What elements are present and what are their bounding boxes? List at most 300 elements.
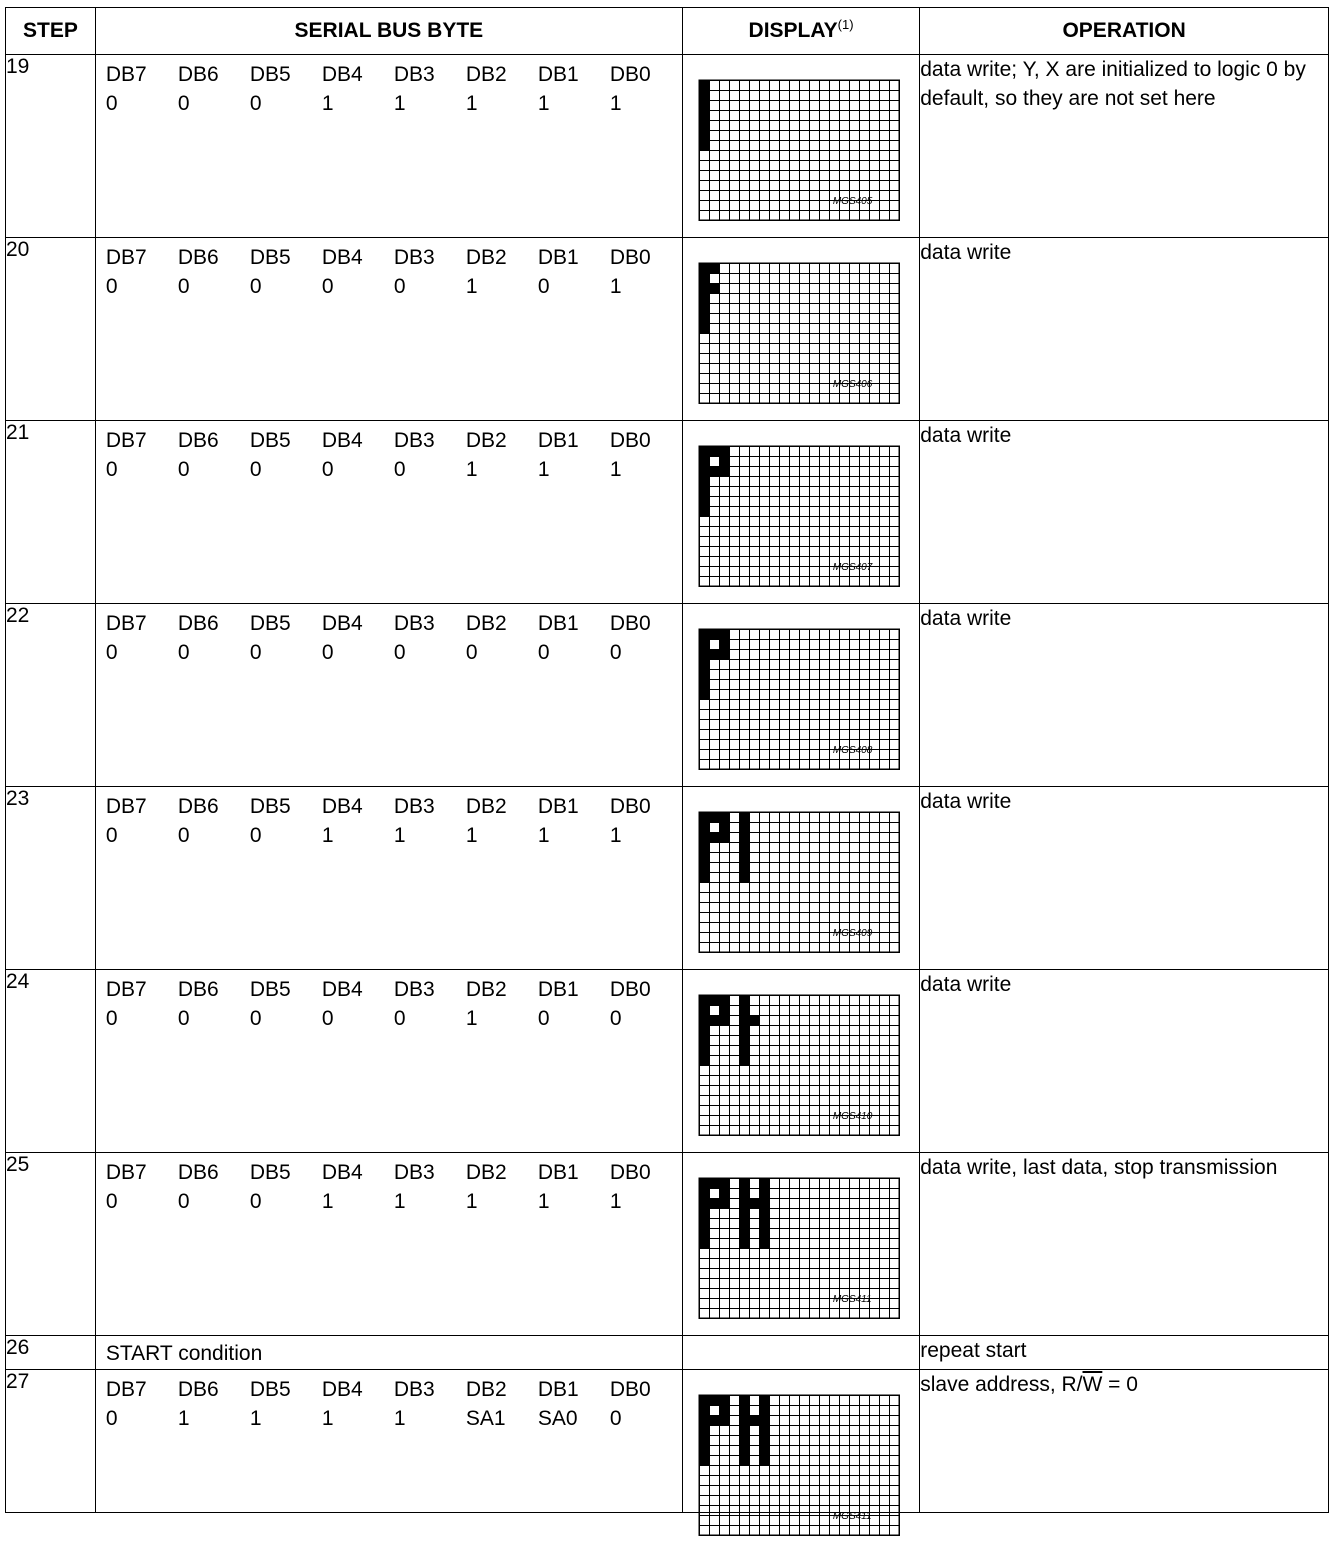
table-row (6, 1370, 1329, 1513)
bit-name: DB7 (105, 429, 147, 452)
bit-name: DB5 (249, 63, 291, 86)
bit-value: 0 (393, 458, 406, 481)
bit-value: SA0 (537, 1407, 578, 1430)
lit-pixel (699, 1178, 709, 1188)
bit-name: DB6 (177, 978, 219, 1001)
bit-name: DB1 (537, 978, 579, 1001)
bit-value: 0 (321, 275, 334, 298)
bit-value: 0 (105, 824, 118, 847)
lit-pixel (739, 1178, 749, 1188)
lit-pixel (739, 1435, 749, 1445)
lit-pixel (739, 862, 749, 872)
bit-name: DB0 (609, 1161, 651, 1184)
lit-pixel (699, 852, 709, 862)
table-row (6, 238, 1329, 421)
display-cell (682, 238, 919, 421)
serial-bus-table (5, 7, 1329, 1522)
lit-pixel (739, 812, 749, 822)
figure-code: MGS405 (832, 196, 873, 207)
lit-pixel (709, 1198, 719, 1208)
lit-pixel (739, 1208, 749, 1218)
bit-name: DB2 (465, 246, 507, 269)
lit-pixel (739, 1425, 749, 1435)
bit-value: 0 (105, 641, 118, 664)
lit-pixel (699, 313, 709, 323)
lit-pixel (739, 852, 749, 862)
bit-name: DB2 (465, 429, 507, 452)
bit-value: 1 (609, 1190, 622, 1213)
display-cell (682, 1336, 919, 1370)
bit-value: 1 (609, 824, 622, 847)
lit-pixel (699, 80, 709, 90)
lit-pixel (739, 1198, 749, 1208)
bit-value: 0 (321, 641, 334, 664)
table-body (6, 55, 1329, 1522)
lit-pixel (719, 1405, 729, 1415)
lit-pixel (699, 1435, 709, 1445)
lit-pixel (719, 1188, 729, 1198)
bit-name: DB5 (249, 612, 291, 635)
lit-pixel (699, 1395, 709, 1405)
bit-value: 1 (537, 824, 550, 847)
bit-name: DB7 (105, 612, 147, 635)
bit-value: 1 (465, 458, 478, 481)
lit-pixel (719, 1005, 729, 1015)
header-display (682, 8, 919, 55)
bit-name: DB6 (177, 795, 219, 818)
operation-description: data write (920, 604, 1329, 787)
bit-grid (96, 238, 682, 301)
lit-pixel (699, 303, 709, 313)
bit-grid (96, 1370, 682, 1433)
lit-pixel (699, 1445, 709, 1455)
lit-pixel (759, 1228, 769, 1238)
lit-pixel (699, 90, 709, 100)
lit-pixel (699, 1015, 709, 1025)
bit-value: 1 (537, 458, 550, 481)
bit-grid (96, 787, 682, 850)
bit-grid (96, 604, 682, 667)
lit-pixel (699, 110, 709, 120)
lit-pixel (699, 323, 709, 333)
lit-pixel (699, 140, 709, 150)
bit-name: DB4 (321, 63, 363, 86)
lit-pixel (699, 283, 709, 293)
lit-pixel (699, 1238, 709, 1248)
display-cell (682, 970, 919, 1153)
bit-name: DB3 (393, 1161, 435, 1184)
bit-value: 0 (609, 1407, 622, 1430)
lit-pixel (759, 1455, 769, 1465)
bit-value: 0 (177, 275, 190, 298)
figure-code: MGS411 (832, 1294, 872, 1305)
lit-pixel (739, 1455, 749, 1465)
operation-description: data write, last data, stop transmission (920, 1153, 1329, 1336)
lit-pixel (699, 679, 709, 689)
bit-name: DB2 (465, 612, 507, 635)
bit-name: DB1 (537, 1161, 579, 1184)
serial-bus-byte (95, 1153, 682, 1336)
bit-name: DB6 (177, 1378, 219, 1401)
lit-pixel (699, 506, 709, 516)
display-cell (682, 787, 919, 970)
lit-pixel (759, 1445, 769, 1455)
bit-name: DB7 (105, 795, 147, 818)
lit-pixel (699, 822, 709, 832)
bit-name: DB0 (609, 795, 651, 818)
lit-pixel (759, 1395, 769, 1405)
step-number: 25 (6, 1153, 96, 1336)
lit-pixel (699, 1218, 709, 1228)
serial-bus-byte (95, 787, 682, 970)
bit-value: 1 (609, 92, 622, 115)
bit-name: DB4 (321, 429, 363, 452)
bit-value: 0 (105, 275, 118, 298)
lit-pixel (699, 862, 709, 872)
bit-value: 0 (393, 275, 406, 298)
lit-pixel (699, 1055, 709, 1065)
lit-pixel (699, 669, 709, 679)
bit-name: DB0 (609, 63, 651, 86)
bit-value: 0 (249, 1007, 262, 1030)
bit-name: DB6 (177, 429, 219, 452)
lit-pixel (699, 466, 709, 476)
bit-value: 0 (249, 641, 262, 664)
operation-description: data write; Y, X are initialized to logic 0 by default, so they are not set here (920, 55, 1329, 238)
bit-name: DB6 (177, 612, 219, 635)
bit-value: 0 (465, 641, 478, 664)
bit-grid (96, 55, 682, 118)
lit-pixel (719, 822, 729, 832)
display-cell (682, 55, 919, 238)
lit-pixel (699, 263, 709, 273)
bit-name: DB4 (321, 1161, 363, 1184)
bit-name: DB1 (537, 63, 579, 86)
lit-pixel (699, 496, 709, 506)
operation-text-part: = 0 (1102, 1373, 1138, 1396)
lit-pixel (759, 1188, 769, 1198)
serial-bus-byte (95, 1370, 682, 1513)
lit-pixel (699, 273, 709, 283)
figure-code: MGS406 (832, 379, 873, 390)
bit-name: DB4 (321, 612, 363, 635)
lit-pixel (719, 812, 729, 822)
bit-value: 0 (177, 1007, 190, 1030)
bit-name: DB6 (177, 1161, 219, 1184)
lit-pixel (699, 446, 709, 456)
bit-value: 0 (321, 1007, 334, 1030)
operation-description: data write (920, 238, 1329, 421)
display-cell (682, 604, 919, 787)
figure-code: MGS411 (832, 1511, 872, 1522)
bit-value: 1 (465, 275, 478, 298)
bit-value: 0 (105, 1007, 118, 1030)
bit-name: DB0 (609, 978, 651, 1001)
lit-pixel (709, 1395, 719, 1405)
bit-value: 1 (321, 92, 334, 115)
lit-pixel (709, 283, 719, 293)
lit-pixel (699, 476, 709, 486)
bit-value: 1 (537, 1190, 550, 1213)
bit-value: 0 (393, 641, 406, 664)
step-number: 22 (6, 604, 96, 787)
serial-bus-byte (95, 604, 682, 787)
step-number: 24 (6, 970, 96, 1153)
operation-text-part: slave address, R/ (920, 1373, 1083, 1396)
bit-grid (96, 1153, 682, 1216)
lit-pixel (709, 629, 719, 639)
operation-description: data write (920, 421, 1329, 604)
bit-name: DB2 (465, 1378, 507, 1401)
bit-name: DB0 (609, 612, 651, 635)
lit-pixel (709, 812, 719, 822)
bit-value: 1 (249, 1407, 262, 1430)
table-row (6, 55, 1329, 238)
display-cell (682, 1153, 919, 1336)
bit-name: DB0 (609, 429, 651, 452)
bit-name: DB2 (465, 1161, 507, 1184)
bit-grid (96, 421, 682, 484)
lit-pixel (699, 1045, 709, 1055)
lit-pixel (759, 1198, 769, 1208)
bit-value: SA1 (465, 1407, 506, 1430)
lit-pixel (739, 1405, 749, 1415)
bit-name: DB4 (321, 246, 363, 269)
bit-value: 0 (105, 1190, 118, 1213)
bit-name: DB7 (105, 978, 147, 1001)
header-step: STEP (6, 8, 96, 55)
figure-code: MGS408 (832, 745, 873, 756)
lit-pixel (739, 1025, 749, 1035)
lit-pixel (699, 1228, 709, 1238)
bit-name: DB5 (249, 1378, 291, 1401)
lit-pixel (699, 995, 709, 1005)
lit-pixel (719, 995, 729, 1005)
lit-pixel (709, 1015, 719, 1025)
lit-pixel (719, 456, 729, 466)
bit-name: DB3 (393, 246, 435, 269)
bit-value: 1 (393, 824, 406, 847)
table-row (6, 970, 1329, 1153)
lit-pixel (699, 1025, 709, 1035)
lit-pixel (719, 1015, 729, 1025)
lit-pixel (739, 1238, 749, 1248)
lit-pixel (699, 842, 709, 852)
operation-description: data write (920, 970, 1329, 1153)
bit-name: DB4 (321, 978, 363, 1001)
lit-pixel (709, 1415, 719, 1425)
bit-value: 0 (249, 1190, 262, 1213)
bit-value: 0 (537, 275, 550, 298)
bit-name: DB5 (249, 246, 291, 269)
lit-pixel (699, 639, 709, 649)
header-display-label: DISPLAY (748, 19, 838, 42)
lit-pixel (739, 1395, 749, 1405)
lit-pixel (699, 1425, 709, 1435)
step-number: 26 (6, 1336, 96, 1370)
bit-name: DB2 (465, 978, 507, 1001)
bit-value: 1 (177, 1407, 190, 1430)
lit-pixel (719, 1415, 729, 1425)
lit-pixel (739, 1415, 749, 1425)
bit-value: 1 (321, 1407, 334, 1430)
overlined-text: $\overline{W}$ (1082, 1373, 1103, 1396)
bit-name: DB5 (249, 978, 291, 1001)
lit-pixel (749, 1198, 759, 1208)
serial-bus-byte (95, 238, 682, 421)
bit-name: DB3 (393, 795, 435, 818)
lit-pixel (719, 1178, 729, 1188)
bit-name: DB1 (537, 429, 579, 452)
bit-value: 0 (609, 641, 622, 664)
bit-name: DB6 (177, 63, 219, 86)
table-row (6, 421, 1329, 604)
bit-value: 0 (537, 641, 550, 664)
lit-pixel (719, 629, 729, 639)
step-number: 20 (6, 238, 96, 421)
lit-pixel (759, 1238, 769, 1248)
bit-name: DB0 (609, 1378, 651, 1401)
lit-pixel (719, 649, 729, 659)
lit-pixel (699, 659, 709, 669)
lit-pixel (739, 1035, 749, 1045)
lit-pixel (699, 456, 709, 466)
lit-pixel (759, 1435, 769, 1445)
lit-pixel (699, 293, 709, 303)
lit-pixel (759, 1208, 769, 1218)
bit-value: 1 (393, 1407, 406, 1430)
lit-pixel (709, 649, 719, 659)
step-number: 27 (6, 1370, 96, 1513)
bit-name: DB3 (393, 63, 435, 86)
bit-value: 0 (321, 458, 334, 481)
figure-code: MGS409 (832, 928, 873, 939)
lit-pixel (699, 832, 709, 842)
bit-name: DB2 (465, 63, 507, 86)
lit-pixel (699, 1198, 709, 1208)
lit-pixel (719, 446, 729, 456)
bit-name: DB3 (393, 978, 435, 1001)
operation-description: repeat start (920, 1336, 1329, 1370)
lit-pixel (739, 872, 749, 882)
lit-pixel (749, 1015, 759, 1025)
display-cell (682, 421, 919, 604)
lit-pixel (719, 832, 729, 842)
bit-name: DB1 (537, 1378, 579, 1401)
lit-pixel (759, 1218, 769, 1228)
lit-pixel (699, 486, 709, 496)
lit-pixel (709, 466, 719, 476)
bit-value: 1 (465, 824, 478, 847)
bit-value: 0 (177, 641, 190, 664)
lit-pixel (739, 1218, 749, 1228)
serial-bus-byte (95, 1336, 682, 1370)
lit-pixel (739, 1055, 749, 1065)
lit-pixel (699, 1188, 709, 1198)
bit-value: 0 (177, 458, 190, 481)
lit-pixel (749, 1415, 759, 1425)
bit-value: 0 (249, 458, 262, 481)
lit-pixel (699, 1005, 709, 1015)
operation-description (920, 1370, 1329, 1513)
bit-name: DB7 (105, 246, 147, 269)
step-number: 23 (6, 787, 96, 970)
lit-pixel (719, 466, 729, 476)
lit-pixel (739, 1015, 749, 1025)
bit-value: 1 (465, 1007, 478, 1030)
lit-pixel (699, 812, 709, 822)
bit-value: 0 (249, 92, 262, 115)
header-serial-bus-byte: SERIAL BUS BYTE (95, 8, 682, 55)
step-number: 19 (6, 55, 96, 238)
lit-pixel (699, 1208, 709, 1218)
bit-name: DB3 (393, 429, 435, 452)
bit-grid (96, 970, 682, 1033)
table-row (6, 604, 1329, 787)
serial-bus-byte (95, 55, 682, 238)
serial-bus-byte (95, 421, 682, 604)
lit-pixel (709, 446, 719, 456)
lit-pixel (759, 1178, 769, 1188)
lit-pixel (739, 842, 749, 852)
lit-pixel (739, 1005, 749, 1015)
table-header-row (6, 8, 1329, 55)
plain-condition: START condition (105, 1342, 263, 1365)
lit-pixel (739, 1045, 749, 1055)
bit-value: 1 (393, 92, 406, 115)
bit-value: 0 (105, 92, 118, 115)
bit-name: DB1 (537, 612, 579, 635)
bit-value: 1 (321, 824, 334, 847)
lit-pixel (739, 822, 749, 832)
display-cell (682, 1370, 919, 1522)
lit-pixel (699, 872, 709, 882)
table-row (6, 1153, 1329, 1336)
lit-pixel (719, 1198, 729, 1208)
table-row (6, 787, 1329, 970)
lit-pixel (739, 995, 749, 1005)
bit-value: 0 (177, 824, 190, 847)
bit-value: 0 (249, 824, 262, 847)
bit-value: 1 (609, 275, 622, 298)
bit-value: 0 (105, 458, 118, 481)
lit-pixel (759, 1425, 769, 1435)
lit-pixel (699, 689, 709, 699)
bit-value: 1 (465, 1190, 478, 1213)
lit-pixel (699, 1405, 709, 1415)
bit-value: 1 (393, 1190, 406, 1213)
bit-value: 0 (177, 92, 190, 115)
operation-description: data write (920, 787, 1329, 970)
bit-name: DB5 (249, 795, 291, 818)
bit-value: 1 (465, 92, 478, 115)
bit-name: DB1 (537, 246, 579, 269)
lit-pixel (739, 1445, 749, 1455)
lit-pixel (759, 1405, 769, 1415)
lit-pixel (739, 1188, 749, 1198)
bit-name: DB0 (609, 246, 651, 269)
serial-bus-byte (95, 970, 682, 1153)
header-display-note: (1) (837, 17, 854, 32)
bit-name: DB7 (105, 1378, 147, 1401)
bit-value: 0 (609, 1007, 622, 1030)
lit-pixel (699, 629, 709, 639)
lit-pixel (699, 130, 709, 140)
bit-value: 1 (609, 458, 622, 481)
bit-name: DB3 (393, 1378, 435, 1401)
lit-pixel (699, 120, 709, 130)
bit-value: 1 (537, 92, 550, 115)
